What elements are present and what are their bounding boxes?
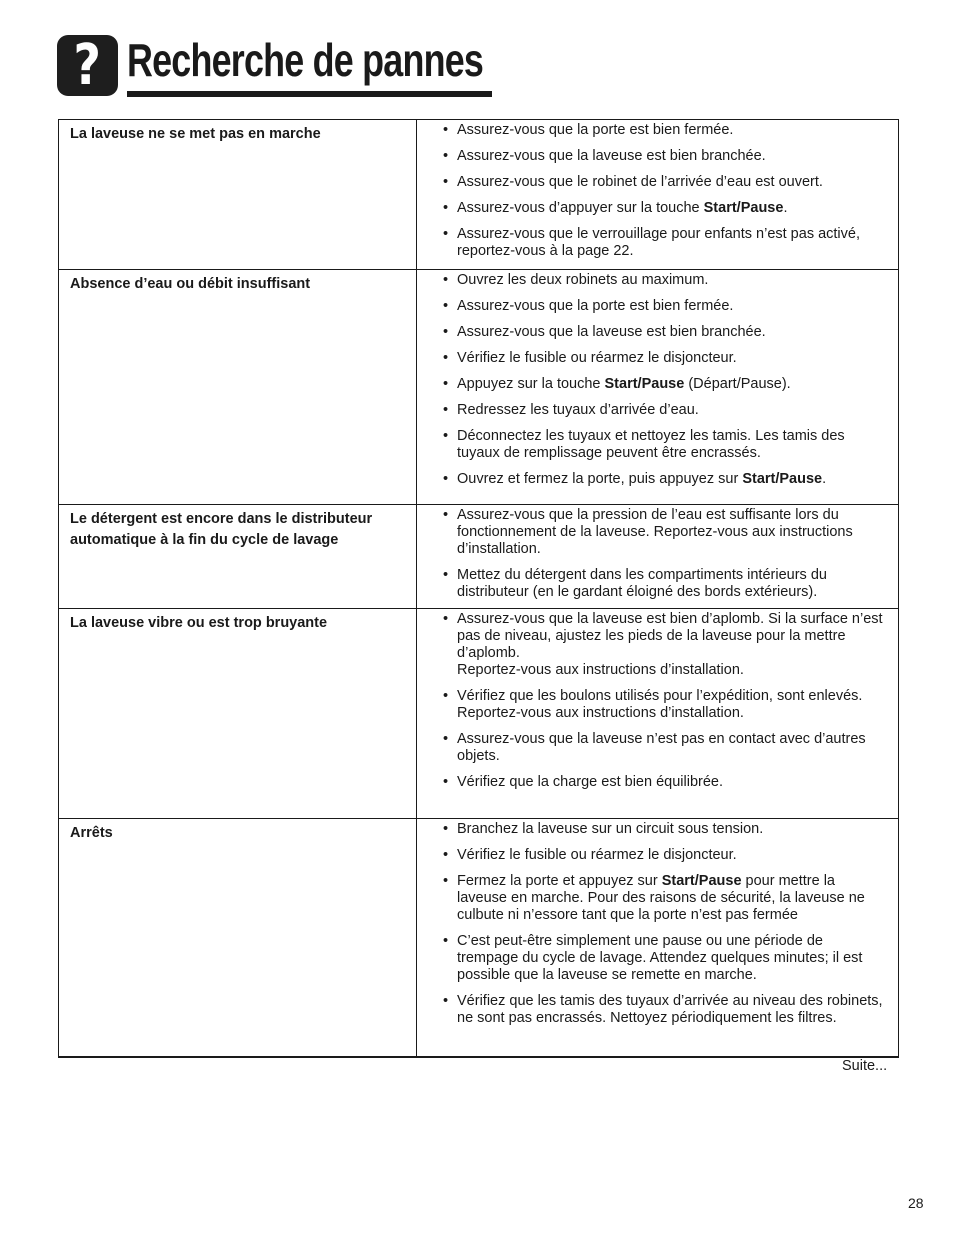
problem-label: Arrêts — [59, 819, 417, 1057]
button-name-text: Start/Pause — [742, 471, 823, 487]
solution-text: Déconnectez les tuyaux et nettoyez les tamis. Les tamis des tuyaux de remplissage peuvent être encrassés. — [457, 428, 845, 461]
solution-text: . — [822, 471, 827, 487]
solution-text: Assurez-vous d’appuyer sur la touche — [457, 200, 704, 216]
solution-text: . — [783, 200, 788, 216]
page-title: Recherche de pannes — [127, 34, 484, 86]
solution-item — [443, 507, 886, 558]
solution-text: C’est peut-être simplement une pause ou une période de trempage du cycle de lavage. Attendez quelques minutes; il est possible que la laveuse se remette en marche. — [457, 933, 863, 983]
solution-list — [443, 270, 886, 494]
solution-text: Vérifiez le fusible ou réarmez le disjoncteur. — [457, 847, 737, 863]
solution-list — [443, 505, 886, 607]
solution-text: Branchez la laveuse sur un circuit sous tension. — [457, 821, 764, 837]
problem-row — [59, 505, 899, 609]
solution-item — [443, 200, 886, 217]
solution-list — [443, 609, 886, 797]
solution-item — [443, 731, 886, 765]
solution-item — [443, 428, 886, 462]
solution-item — [443, 611, 886, 679]
problem-label: Absence d’eau ou débit insuffisant — [59, 270, 417, 505]
question-mark-icon: ? — [57, 35, 118, 96]
solution-text: Ouvrez et fermez la porte, puis appuyez sur — [457, 471, 743, 487]
solution-item — [443, 272, 886, 289]
solutions-cell — [417, 505, 899, 609]
solutions-cell — [417, 270, 899, 505]
problem-label: La laveuse ne se met pas en marche — [59, 120, 417, 270]
solution-item — [443, 174, 886, 191]
solution-text: Assurez-vous que la laveuse est bien d’aplomb. Si la surface n’est pas de niveau, ajustez les pieds de la laveuse pour la mettre d’aplomb. Reportez-vous aux instructions d’installation. — [457, 611, 883, 678]
problem-row — [59, 120, 899, 270]
solutions-cell — [417, 609, 899, 819]
solution-text: Assurez-vous que la porte est bien fermée. — [457, 122, 734, 138]
solution-text: Vérifiez que les boulons utilisés pour l’expédition, sont enlevés. Reportez-vous aux instructions d’installation. — [457, 688, 863, 721]
problem-label: Le détergent est encore dans le distributeur automatique à la fin du cycle de lavage — [59, 505, 417, 609]
problem-row — [59, 609, 899, 819]
solution-item — [443, 298, 886, 315]
solution-text: Mettez du détergent dans les compartiments intérieurs du distributeur (en le gardant éloigné des bords extérieurs). — [457, 567, 827, 600]
solution-text: Assurez-vous que le verrouillage pour enfants n’est pas activé, reportez-vous à la page 22. — [457, 226, 860, 259]
button-name-text: Start/Pause — [661, 873, 742, 889]
button-name-text: Start/Pause — [604, 376, 685, 392]
solution-item — [443, 993, 886, 1027]
solution-item — [443, 402, 886, 419]
solution-text: Ouvrez les deux robinets au maximum. — [457, 272, 709, 288]
solution-text: Assurez-vous que la laveuse est bien branchée. — [457, 148, 766, 164]
page-number: 28 — [908, 1195, 924, 1211]
solution-text: Assurez-vous que la porte est bien fermée. — [457, 298, 734, 314]
continued-label: Suite... — [842, 1058, 888, 1074]
solution-text: Assurez-vous que la laveuse n’est pas en contact avec d’autres objets. — [457, 731, 866, 764]
troubleshooting-table-body — [59, 120, 899, 1057]
solution-item — [443, 873, 886, 924]
solution-text: Appuyez sur la touche — [457, 376, 605, 392]
solution-item — [443, 933, 886, 984]
solution-item — [443, 847, 886, 864]
solution-item — [443, 122, 886, 139]
solution-item — [443, 567, 886, 601]
solution-item — [443, 350, 886, 367]
solution-item — [443, 324, 886, 341]
solution-text: Vérifiez le fusible ou réarmez le disjoncteur. — [457, 350, 737, 366]
solution-list — [443, 819, 886, 1033]
solution-item — [443, 688, 886, 722]
solution-text: Assurez-vous que la laveuse est bien branchée. — [457, 324, 766, 340]
solution-text: Assurez-vous que le robinet de l’arrivée d’eau est ouvert. — [457, 174, 823, 190]
solution-text: (Départ/Pause). — [684, 376, 791, 392]
solution-item — [443, 471, 886, 488]
solution-text: pour mettre la laveuse en marche. Pour des raisons de sécurité, la laveuse ne culbute ni n’essore tant que la porte n’est pas fermée — [457, 873, 865, 923]
solution-text: Redressez les tuyaux d’arrivée d’eau. — [457, 402, 699, 418]
problem-row — [59, 270, 899, 505]
troubleshooting-table — [58, 119, 899, 1058]
solution-item — [443, 226, 886, 260]
solution-item — [443, 376, 886, 393]
solution-text: Assurez-vous que la pression de l’eau est suffisante lors du fonctionnement de la laveuse. Reportez-vous aux instructions d’installation. — [457, 507, 853, 557]
solution-item — [443, 821, 886, 838]
solution-text: Fermez la porte et appuyez sur — [457, 873, 662, 889]
solution-list — [443, 120, 886, 266]
solution-item — [443, 148, 886, 165]
button-name-text: Start/Pause — [703, 200, 784, 216]
solutions-cell — [417, 120, 899, 270]
title-underline — [127, 91, 492, 97]
problem-label: La laveuse vibre ou est trop bruyante — [59, 609, 417, 819]
solutions-cell — [417, 819, 899, 1057]
solution-text: Vérifiez que la charge est bien équilibrée. — [457, 774, 723, 790]
solution-text: Vérifiez que les tamis des tuyaux d’arrivée au niveau des robinets, ne sont pas encrassés. Nettoyez périodiquement les filtres. — [457, 993, 883, 1026]
problem-row — [59, 819, 899, 1057]
solution-item — [443, 774, 886, 791]
